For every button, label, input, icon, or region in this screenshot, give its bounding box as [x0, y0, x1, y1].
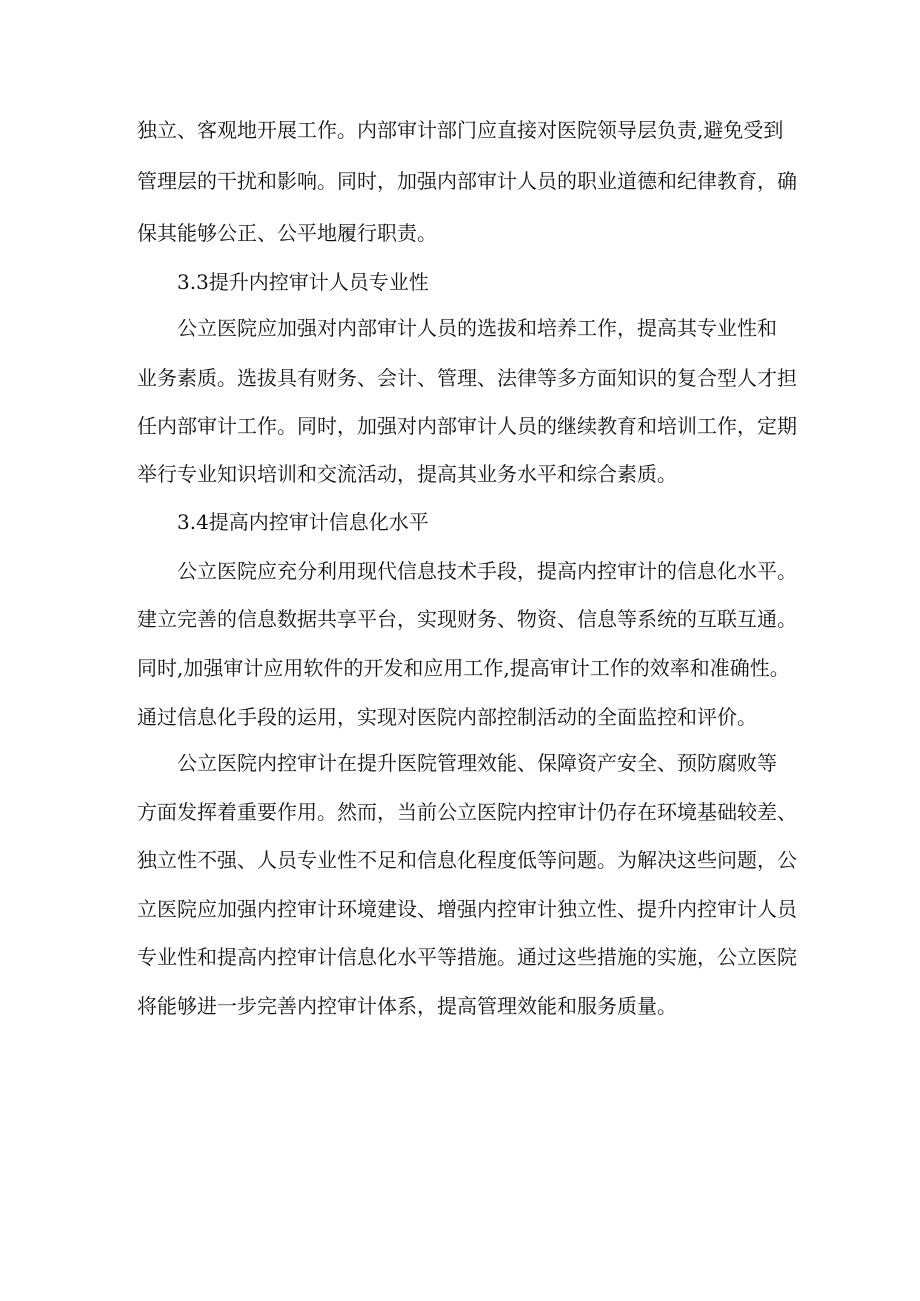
paragraph-3-line-1: 公立医院应充分利用现代信息技术手段，提高内控审计的信息化水平。 — [177, 559, 797, 583]
paragraph-2-line-4: 举行专业知识培训和交流活动，提高其业务水平和综合素质。 — [137, 462, 677, 486]
paragraph-1-line-2: 管理层的干扰和影响。同时，加强内部审计人员的职业道德和纪律教育，确 — [137, 169, 797, 193]
section-heading-3-3: 3.3提升内控审计人员专业性 — [177, 270, 429, 294]
paragraph-2-line-1: 公立医院应加强对内部审计人员的选拔和培养工作，提高其专业性和 — [177, 316, 777, 340]
paragraph-3-line-3: 同时,加强审计应用软件的开发和应用工作,提高审计工作的效率和准确性。 — [137, 656, 790, 680]
paragraph-3-line-2: 建立完善的信息数据共享平台，实现财务、物资、信息等系统的互联互通。 — [137, 607, 797, 631]
paragraph-4-line-2: 方面发挥着重要作用。然而，当前公立医院内控审计仍存在环境基础较差、 — [137, 800, 797, 824]
section-heading-3-4: 3.4提高内控审计信息化水平 — [177, 510, 429, 534]
paragraph-4-line-1: 公立医院内控审计在提升医院管理效能、保障资产安全、预防腐败等 — [177, 751, 777, 775]
paragraph-4-line-6: 将能够进一步完善内控审计体系，提高管理效能和服务质量。 — [137, 994, 677, 1018]
paragraph-2-line-3: 任内部审计工作。同时，加强对内部审计人员的继续教育和培训工作，定期 — [137, 414, 797, 438]
paragraph-1-line-3: 保其能够公正、公平地履行职责。 — [137, 221, 437, 245]
paragraph-2-line-2: 业务素质。选拔具有财务、会计、管理、法律等多方面知识的复合型人才担 — [137, 366, 797, 390]
paragraph-4-line-5: 专业性和提高内控审计信息化水平等措施。通过这些措施的实施，公立医院 — [137, 945, 797, 969]
paragraph-4-line-3: 独立性不强、人员专业性不足和信息化程度低等问题。为解决这些问题，公 — [137, 848, 797, 872]
paragraph-4-line-4: 立医院应加强内控审计环境建设、增强内控审计独立性、提升内控审计人员 — [137, 897, 797, 921]
paragraph-3-line-4: 通过信息化手段的运用，实现对医院内部控制活动的全面监控和评价。 — [137, 705, 757, 729]
paragraph-1-line-1: 独立、客观地开展工作。内部审计部门应直接对医院领导层负责,避免受到 — [137, 118, 784, 142]
